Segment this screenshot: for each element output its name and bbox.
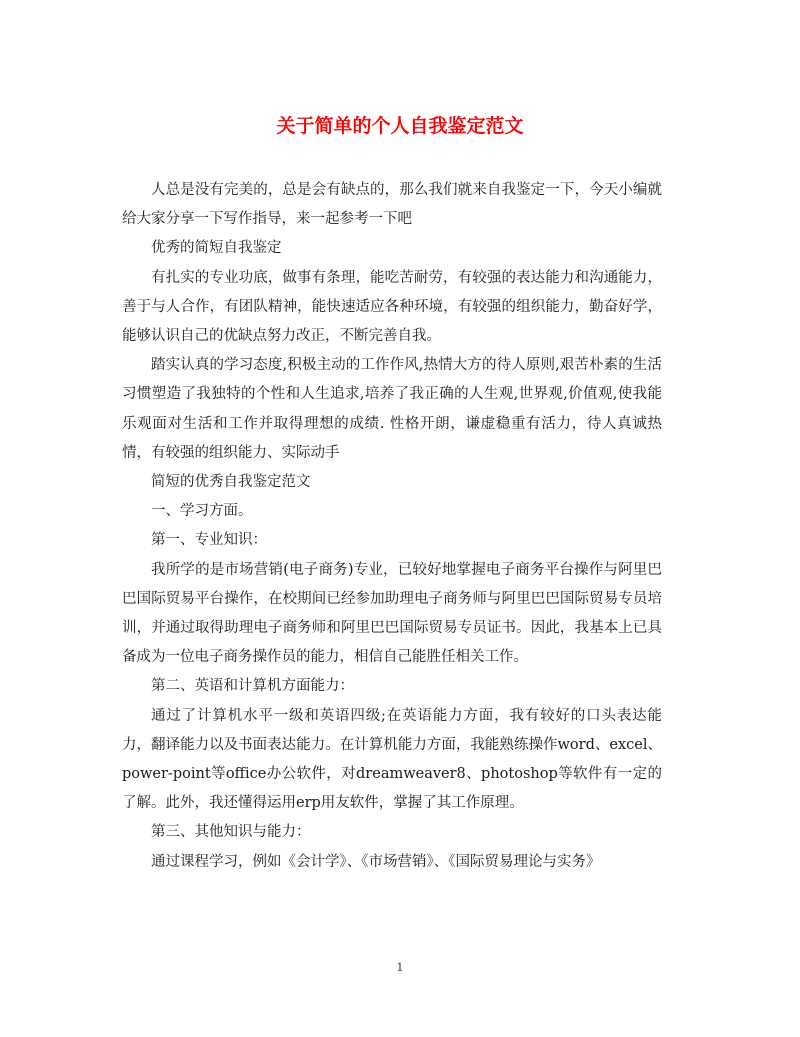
paragraph: 有扎实的专业功底，做事有条理，能吃苦耐劳，有较强的表达能力和沟通能力，善于与人合作，有团队精神，能快速适应各种环境，有较强的组织能力，勤奋好学，能够认识自己的优缺点努力改正，不断完善自我。 [122, 269, 662, 345]
paragraph: 我所学的是市场营销(电子商务)专业，已较好地掌握电子商务平台操作与阿里巴巴国际贸易平台操作，在校期间已经参加助理电子商务师与阿里巴巴国际贸易专员培训，并通过取得助理电子商务师和阿里巴巴国际贸易专员证书。因此，我基本上已具备成为一位电子商务操作员的能力，相信自己能胜任相关工作。 [122, 561, 662, 666]
paragraph: 人总是没有完美的，总是会有缺点的，那么我们就来自我鉴定一下，今天小编就给大家分享一下写作指导，来一起参考一下吧 [122, 182, 662, 228]
page-number: 1 [396, 961, 404, 974]
paragraph: 简短的优秀自我鉴定范文 [151, 474, 311, 491]
paragraph: 一、学习方面。 [151, 503, 253, 520]
paragraph: 第二、英语和计算机方面能力： [151, 678, 354, 695]
paragraph: 第一、专业知识： [151, 532, 267, 549]
paragraph: 第三、其他知识与能力： [151, 824, 311, 841]
paragraph: 通过了计算机水平一级和英语四级;在英语能力方面，我有较好的口头表达能力，翻译能力以及书面表达能力。在计算机能力方面，我能熟练操作word、excel、power-point等office办公软件，对dreamweaver8、photoshop等软件有一定的了解。此外，我还懂得运用erp用友软件，掌握了其工作原理。 [122, 707, 662, 812]
document-title: 关于简单的个人自我鉴定范文 [276, 115, 524, 137]
paragraph: 通过课程学习，例如《会计学》、《市场营销》、《国际贸易理论与实务》 [151, 853, 601, 870]
paragraph: 优秀的简短自我鉴定 [151, 240, 282, 257]
document-body [122, 176, 662, 877]
paragraph: 踏实认真的学习态度,积极主动的工作作风,热情大方的待人原则,艰苦朴素的生活习惯塑造了我独特的个性和人生追求,培养了我正确的人生观,世界观,价值观,使我能乐观面对生活和工作并取得理想的成绩. 性格开朗，谦虚稳重有活力，待人真诚热情，有较强的组织能力、实际动手 [122, 357, 662, 461]
